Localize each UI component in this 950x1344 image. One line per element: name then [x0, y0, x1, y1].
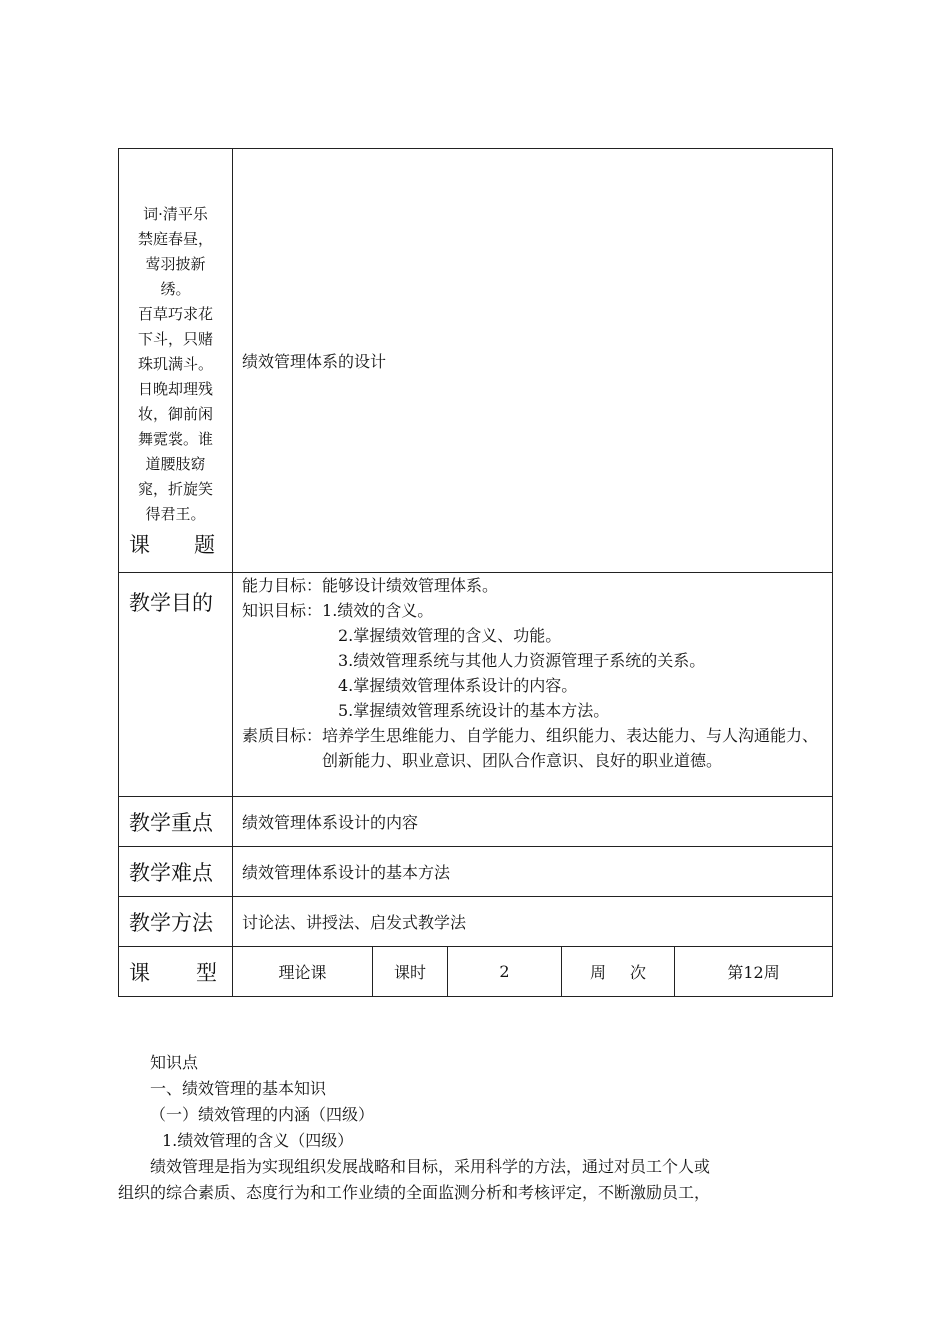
title-label-b: 题 [194, 533, 215, 557]
ability-goal-value: 能够设计绩效管理体系。 [322, 576, 499, 595]
difficulty-row [119, 847, 833, 897]
poem-line: 百草巧求花 [137, 305, 213, 323]
subsection-heading: （一）绩效管理的内涵（四级） [150, 1105, 375, 1124]
knowledge-item-row [242, 623, 820, 648]
goal-label: 教学目的 [129, 591, 213, 615]
poem-line: 绣。 [160, 280, 191, 298]
type-row [119, 947, 833, 997]
difficulty-value: 绩效管理体系设计的基本方法 [242, 863, 451, 882]
knowledge-item: 4.掌握绩效管理体系设计的内容。 [338, 676, 578, 695]
focus-row [119, 797, 833, 847]
ability-goal-key: 能力目标： [242, 576, 323, 595]
goal-value-cell [233, 573, 833, 797]
knowledge-goal-key: 知识目标： [242, 601, 323, 620]
method-label: 教学方法 [129, 910, 213, 935]
title-label-cell [119, 149, 233, 573]
knowledge-goal [242, 598, 820, 623]
title-value: 绩效管理体系的设计 [242, 352, 387, 371]
focus-label: 教学重点 [129, 810, 213, 835]
difficulty-label: 教学难点 [129, 860, 213, 885]
quality-goal-key: 素质目标： [242, 726, 323, 745]
type-value-cell [233, 947, 373, 997]
poem-line: 珠玑满斗。 [137, 355, 213, 373]
week-label-cell [562, 947, 675, 997]
difficulty-label-cell [119, 847, 233, 897]
knowledge-item: 5.掌握绩效管理系统设计的基本方法。 [338, 701, 610, 720]
poem-line: 妆，御前闲 [137, 405, 213, 423]
poem-line: 窕，折旋笑 [137, 480, 213, 498]
type-label [129, 957, 217, 987]
knowledge-item: 3.绩效管理系统与其他人力资源管理子系统的关系。 [338, 651, 706, 670]
section-heading: 一、绩效管理的基本知识 [150, 1079, 327, 1098]
poem-line: 下斗，只赌 [137, 330, 213, 348]
quality-goal-value: 培养学生思维能力、自学能力、组织能力、表达能力、与人沟通能力、创新能力、职业意识、团队合作意识、良好的职业道德。 [322, 726, 819, 770]
goal-row [119, 573, 833, 797]
week-value-cell [675, 947, 833, 997]
quality-goal [242, 723, 820, 773]
method-value-cell [233, 897, 833, 947]
title-label-a: 课 [129, 533, 150, 557]
item-heading: 1.绩效管理的含义（四级） [162, 1131, 354, 1150]
poem-block [119, 149, 232, 527]
poem-line: 禁庭春昼， [137, 230, 213, 248]
poem-line: 道腰肢窈 [145, 455, 206, 473]
hours-label: 课时 [393, 963, 426, 982]
method-label-cell [119, 897, 233, 947]
week-label-b: 次 [630, 963, 647, 982]
poem-line: 得君王。 [145, 505, 206, 523]
lesson-plan-table [118, 148, 833, 997]
type-label-b: 型 [196, 960, 217, 985]
method-row [119, 897, 833, 947]
knowledge-item-row [242, 673, 820, 698]
focus-label-cell [119, 797, 233, 847]
title-label [119, 529, 215, 559]
knowledge-item-row [242, 648, 820, 673]
paragraph-line: 绩效管理是指为实现组织发展战略和目标，采用科学的方法，通过对员工个人或 [150, 1157, 711, 1176]
title-row [119, 149, 833, 573]
method-value: 讨论法、讲授法、启发式教学法 [242, 913, 467, 932]
type-label-a: 课 [129, 960, 150, 985]
title-value-cell [233, 149, 833, 573]
hours-value: 2 [499, 962, 510, 981]
hours-label-cell [373, 947, 448, 997]
type-label-cell [119, 947, 233, 997]
poem-line: 舞霓裳。谁 [137, 430, 213, 448]
type-value: 理论课 [278, 963, 327, 982]
focus-value-cell [233, 797, 833, 847]
week-label-a: 周 [589, 963, 606, 982]
difficulty-value-cell [233, 847, 833, 897]
knowledge-item-row [242, 698, 820, 723]
paragraph-line: 组织的综合素质、态度行为和工作业绩的全面监测分析和考核评定，不断激励员工， [118, 1183, 711, 1202]
poem-line: 莺羽披新 [145, 255, 206, 273]
goal-label-cell [119, 573, 233, 797]
poem-line: 词·清平乐 [143, 205, 208, 223]
week-value: 第12周 [727, 963, 780, 982]
knowledge-item: 1.绩效的含义。 [322, 601, 434, 620]
hours-value-cell [448, 947, 562, 997]
knowledge-item: 2.掌握绩效管理的含义、功能。 [338, 626, 562, 645]
knowledge-heading: 知识点 [150, 1053, 199, 1072]
ability-goal [242, 573, 820, 598]
focus-value: 绩效管理体系设计的内容 [242, 813, 419, 832]
poem-line: 日晚却理残 [137, 380, 213, 398]
